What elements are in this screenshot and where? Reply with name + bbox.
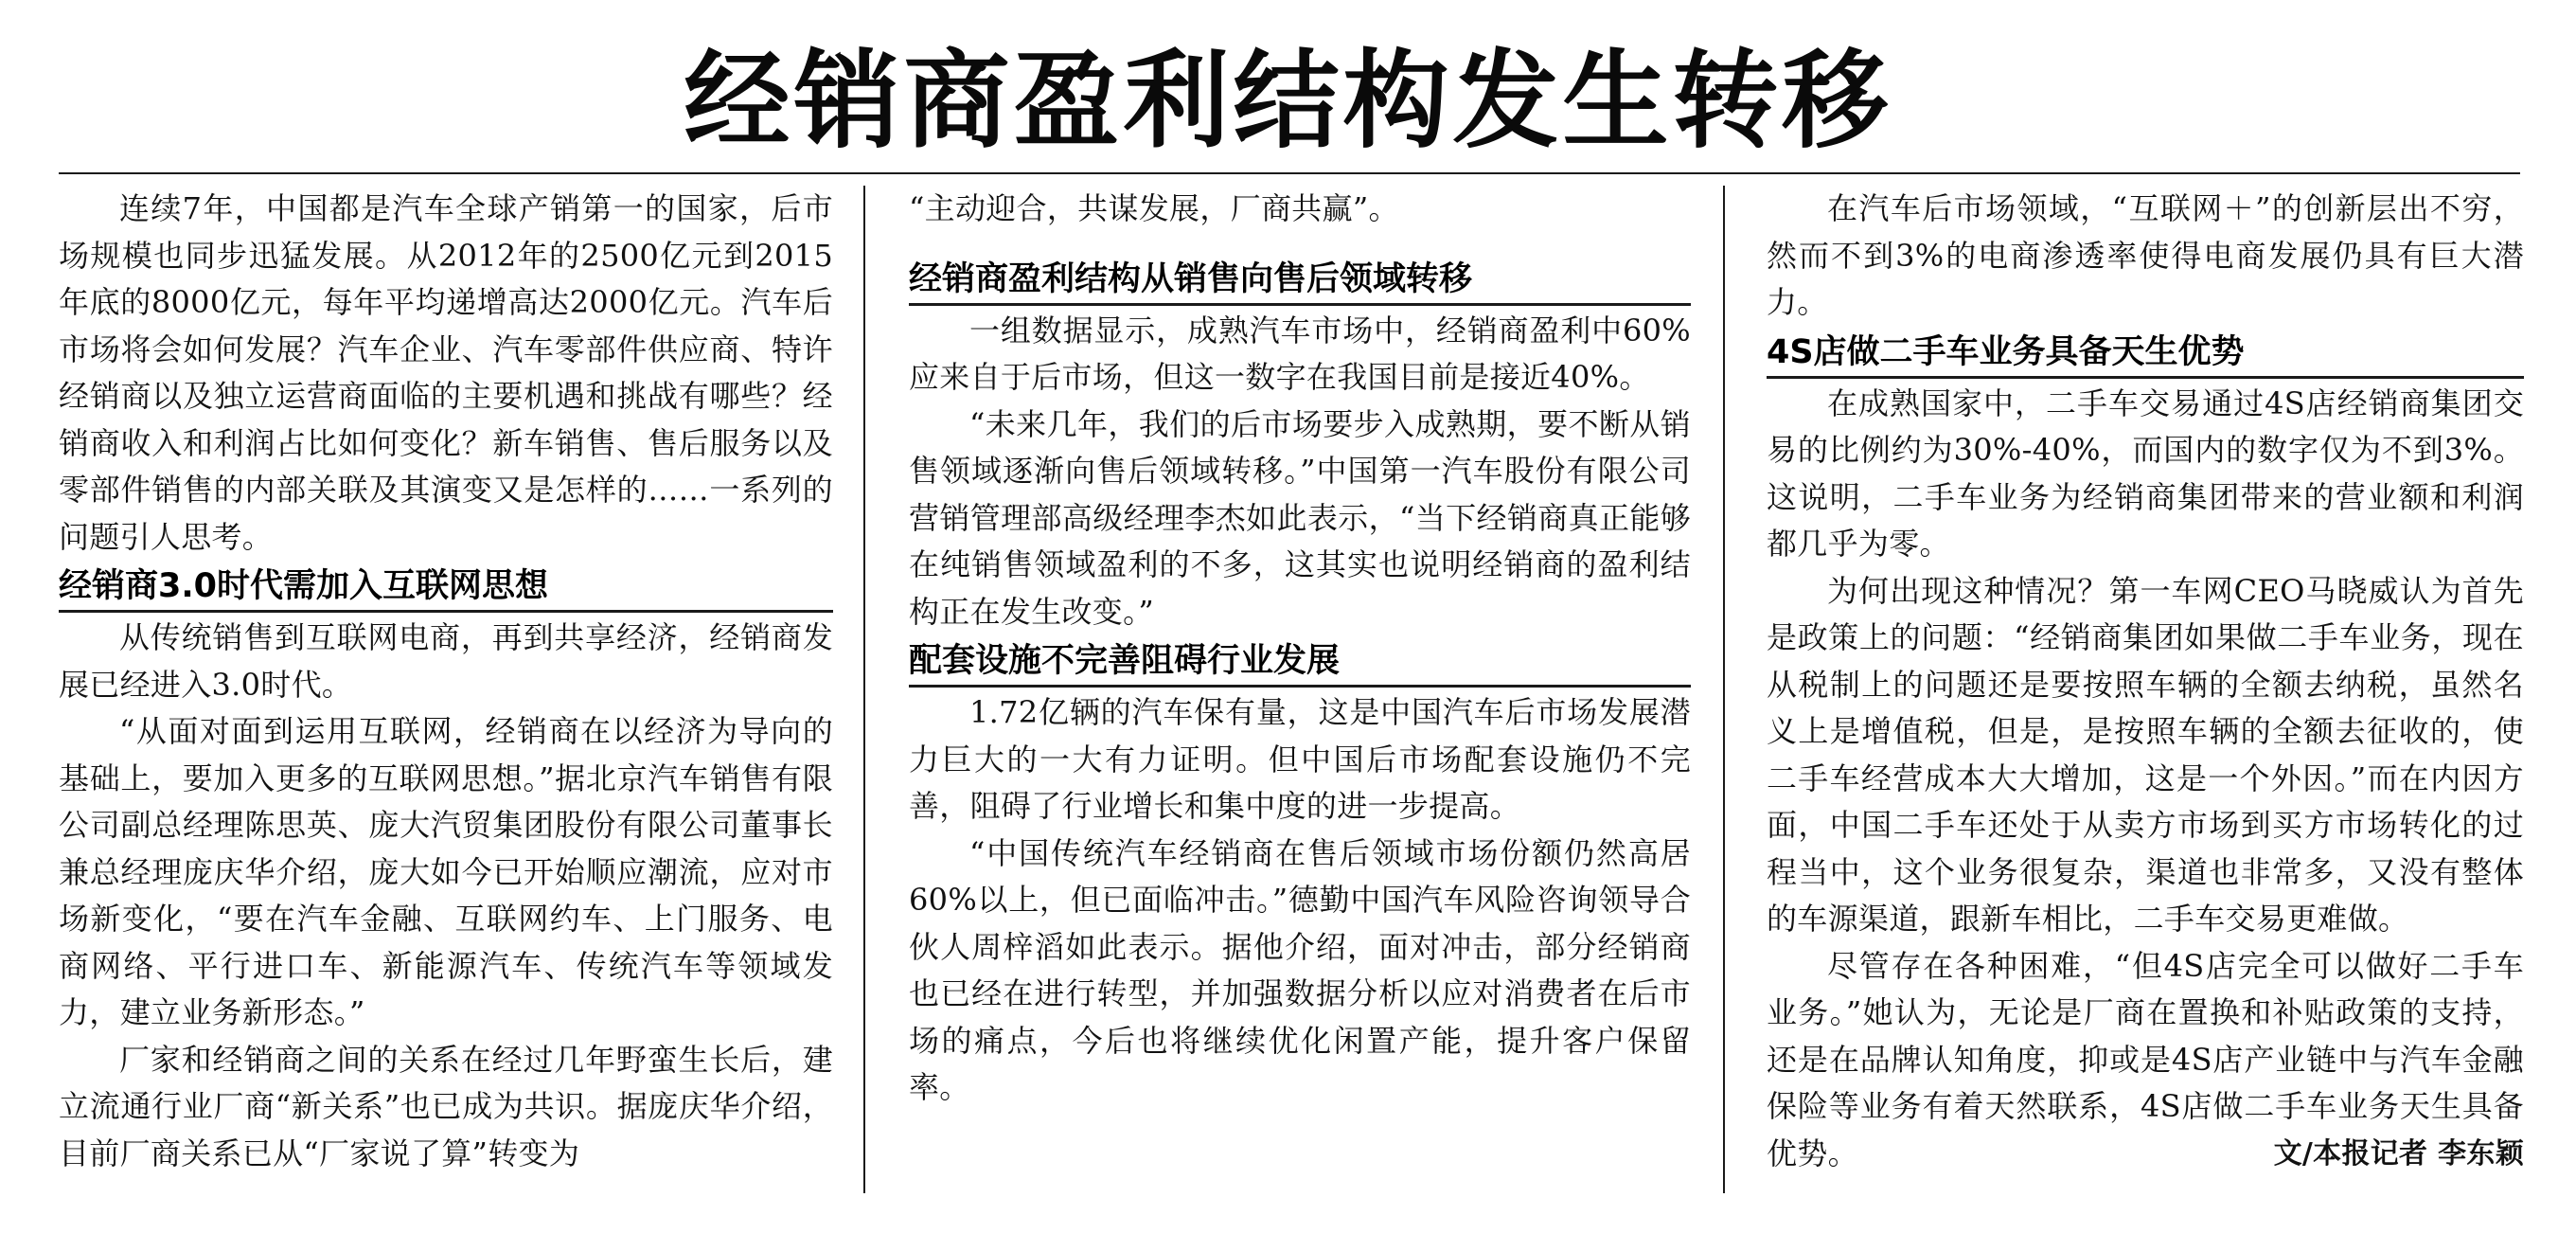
body-paragraph: 1.72亿辆的汽车保有量，这是中国汽车后市场发展潜力巨大的一大有力证明。但中国后市场配套设施仍不完善，阻碍了行业增长和集中度的进一步提高。 xyxy=(909,694,1691,824)
body-paragraph: “中国传统汽车经销商在售后领域市场份额仍然高居60%以上，但已面临冲击。”德勤中国汽车风险咨询领导合伙人周梓滔如此表示。据他介绍，面对冲击，部分经销商也已经在进行转型，并加强数据分析以应对消费者在后市场的痛点，今后也将继续优化闲置产能，提升客户保留率。 xyxy=(909,834,1691,1105)
body-paragraph: 从传统销售到互联网电商，再到共享经济，经销商发展已经进入3.0时代。 xyxy=(59,619,833,703)
body-paragraph: 在汽车后市场领域，“互联网＋”的创新层出不穷，然而不到3%的电商渗透率使得电商发展仍具有巨大潜力。 xyxy=(1767,190,2524,320)
body-paragraph: “未来几年，我们的后市场要步入成熟期，要不断从销售领域逐渐向售后领域转移。”中国第一汽车股份有限公司营销管理部高级经理李杰如此表示，“当下经销商真正能够在纯销售领域盈利的不多，这其实也说明经销商的盈利结构正在发生改变。” xyxy=(909,405,1691,630)
section-heading: 经销商盈利结构从销售向售后领域转移 xyxy=(909,258,1691,306)
body-paragraph: “主动迎合，共谋发展，厂商共赢”。 xyxy=(909,190,1399,226)
section-heading: 经销商3.0时代需加入互联网思想 xyxy=(59,564,833,613)
column-divider xyxy=(863,186,865,1193)
column-2 xyxy=(909,186,1691,1218)
body-paragraph: 厂家和经销商之间的关系在经过几年野蛮生长后，建立流通行业厂商“新关系”也已成为共识。据庞庆华介绍，目前厂商关系已从“厂家说了算”转变为 xyxy=(59,1041,833,1171)
headline: 经销商盈利结构发生转移 xyxy=(684,40,1892,163)
body-paragraph: 尽管存在各种困难，“但4S店完全可以做好二手车业务。”她认为，无论是厂商在置换和补贴政策的支持，还是在品牌认知角度，抑或是4S店产业链中与汽车金融保险等业务有着天然联系，4S店做二手车业务天生具备优势。 文/本报记者 李东颖 xyxy=(1767,943,2524,1178)
headline-rule xyxy=(59,172,2520,174)
body-paragraph: 为何出现这种情况？第一车网CEO马晓威认为首先是政策上的问题：“经销商集团如果做二手车业务，现在从税制上的问题还是要按照车辆的全额去纳税，虽然名义上是增值税，但是，是按照车辆的全额去征收的，使二手车经营成本大大增加，这是一个外因。”而在内因方面，中国二手车还处于从卖方市场到买方市场转化的过程当中，这个业务很复杂，渠道也非常多，又没有整体的车源渠道，跟新车相比，二手车交易更难做。 xyxy=(1767,572,2524,937)
body-paragraph: 在成熟国家中，二手车交易通过4S店经销商集团交易的比例约为30%-40%，而国内的数字仅为不到3%。这说明，二手车业务为经销商集团带来的营业额和利润都几乎为零。 xyxy=(1767,384,2524,562)
column-3 xyxy=(1767,186,2524,1218)
body-paragraph: 一组数据显示，成熟汽车市场中，经销商盈利中60%应来自于后市场，但这一数字在我国目前是接近40%。 xyxy=(909,312,1691,395)
column-divider xyxy=(1723,186,1725,1193)
body-paragraph: 连续7年，中国都是汽车全球产销第一的国家，后市场规模也同步迅猛发展。从2012年的2500亿元到2015年底的8000亿元，每年平均递增高达2000亿元。汽车后市场将会如何发展？汽车企业、汽车零部件供应商、特许经销商以及独立运营商面临的主要机遇和挑战有哪些？经销商收入和利润占比如何变化？新车销售、售后服务以及零部件销售的内部关联及其演变又是怎样的……一系列的问题引人思考。 xyxy=(59,190,833,555)
column-gap xyxy=(909,233,1691,254)
column-1 xyxy=(59,186,833,1218)
section-heading: 配套设施不完善阻碍行业发展 xyxy=(909,639,1691,688)
section-heading: 4S店做二手车业务具备天生优势 xyxy=(1767,331,2524,379)
body-paragraph: “从面对面到运用互联网，经销商在以经济为导向的基础上，要加入更多的互联网思想。”据北京汽车销售有限公司副总经理陈思英、庞大汽贸集团股份有限公司董事长兼总经理庞庆华介绍，庞大如今已开始顺应潮流，应对市场新变化，“要在汽车金融、互联网约车、上门服务、电商网络、平行进口车、新能源汽车、传统汽车等领域发力，建立业务新形态。” xyxy=(59,713,833,1030)
byline: 文/本报记者 李东颖 xyxy=(2273,1136,2524,1170)
